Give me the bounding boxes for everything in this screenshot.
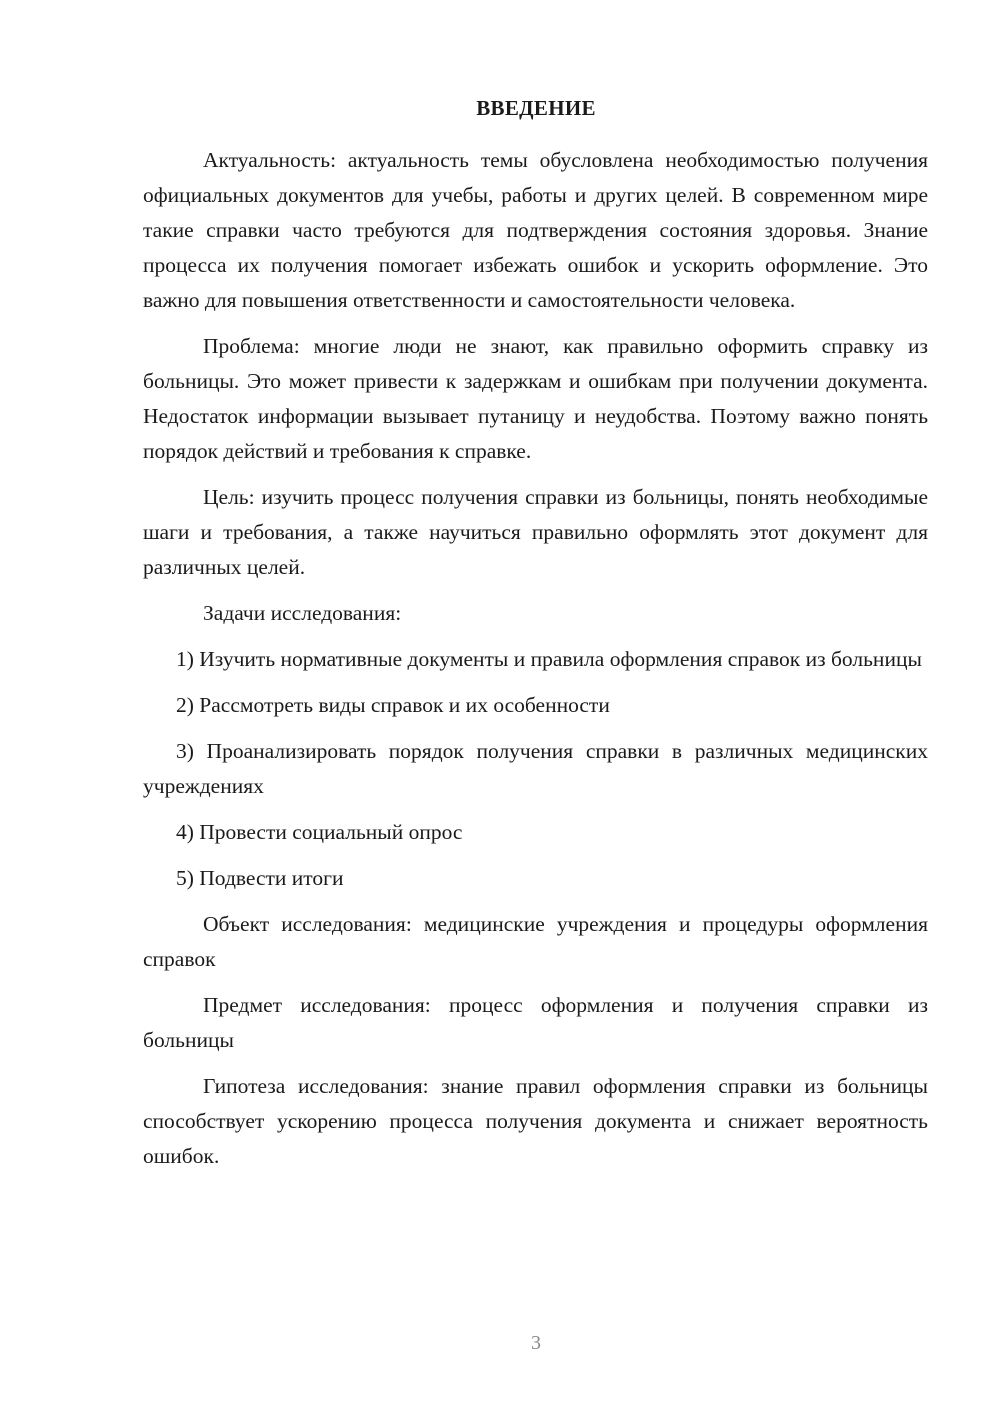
paragraph-object: Объект исследования: медицинские учреждения и процедуры оформления справок (143, 912, 928, 971)
task-item-4: 4) Провести социальный опрос (176, 820, 463, 844)
paragraph-problem: Проблема: многие люди не знают, как правильно оформить справку из больницы. Это может привести к задержкам и ошибкам при получении документа. Недостаток информации вызывает путаницу и неудобства. Поэтому важно понять порядок действий и требования к справке. (143, 334, 928, 463)
tasks-heading: Задачи исследования: (203, 601, 402, 625)
paragraph-hypothesis: Гипотеза исследования: знание правил оформления справки из больницы способствует ускорению процесса получения документа и снижает вероятность ошибок. (143, 1074, 928, 1168)
task-item-3: 3) Проанализировать порядок получения справки в различных медицинских учреждениях (143, 739, 928, 798)
page-number: 3 (531, 1332, 541, 1354)
page-title: ВВЕДЕНИЕ (476, 96, 596, 120)
document-body (143, 143, 928, 1185)
task-item-5: 5) Подвести итоги (176, 866, 344, 890)
paragraph-relevance: Актуальность: актуальность темы обусловлена необходимостью получения официальных документов для учебы, работы и других целей. В современном мире такие справки часто требуются для подтверждения состояния здоровья. Знание процесса их получения помогает избежать ошибок и ускорить оформление. Это важно для повышения ответственности и самостоятельности человека. (143, 148, 928, 312)
paragraph-goal: Цель: изучить процесс получения справки из больницы, понять необходимые шаги и требования, а также научиться правильно оформлять этот документ для различных целей. (143, 485, 928, 579)
task-item-1: 1) Изучить нормативные документы и правила оформления справок из больницы (176, 647, 922, 671)
task-item-2: 2) Рассмотреть виды справок и их особенности (176, 693, 610, 717)
paragraph-subject: Предмет исследования: процесс оформления и получения справки из больницы (143, 993, 928, 1052)
